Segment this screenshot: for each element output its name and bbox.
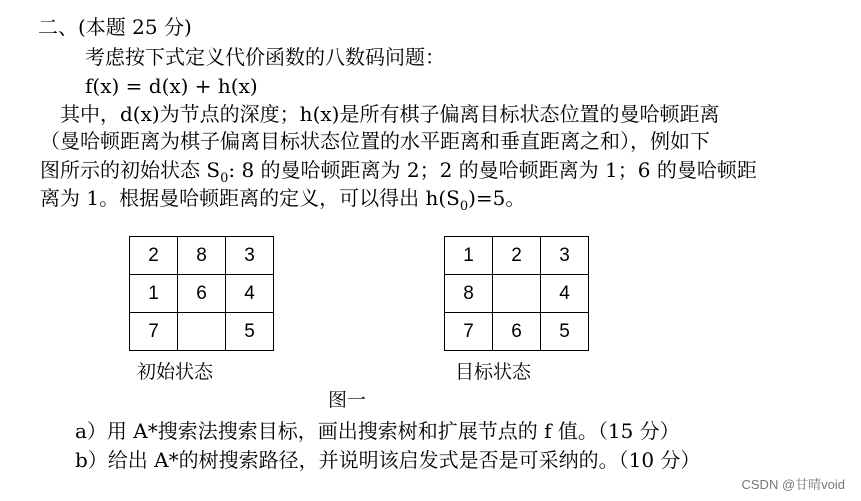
goal-state-grid — [444, 236, 589, 351]
grid-cell: 7 — [130, 313, 178, 351]
state-subscript: 0 — [459, 199, 469, 214]
grid-cell: 6 — [493, 313, 541, 351]
body-line-4-text-b: )=5。 — [468, 186, 526, 210]
grid-cell: 4 — [226, 275, 274, 313]
grid-cell: 2 — [130, 237, 178, 275]
body-line-3-text-b: : 8 的曼哈顿距离为 2；2 的曼哈顿距离为 1；6 的曼哈顿距 — [228, 158, 757, 182]
figure-title: 图一 — [328, 389, 367, 411]
grid-cell: 5 — [226, 313, 274, 351]
question-intro: 考虑按下式定义代价函数的八数码问题： — [85, 45, 445, 69]
state-subscript: 0 — [220, 171, 229, 186]
grid-row — [445, 275, 589, 313]
initial-state-caption: 初始状态 — [137, 361, 214, 383]
body-line-3-text-a: 图所示的初始状态 S — [40, 158, 221, 182]
grid-cell: 4 — [541, 275, 589, 313]
body-line-4-text-a: 离为 1。根据曼哈顿距离的定义，可以得出 h(S — [40, 186, 460, 210]
task-a: a）用 A*搜索法搜索目标，画出搜索树和扩展节点的 f 值。（15 分） — [75, 419, 680, 443]
grid-cell: 7 — [445, 313, 493, 351]
watermark: CSDN @甘晴void — [741, 477, 845, 492]
grid-row — [130, 237, 274, 275]
grid-cell: 5 — [541, 313, 589, 351]
grid-row — [445, 237, 589, 275]
task-b: b）给出 A*的树搜索路径，并说明该启发式是否是可采纳的。（10 分） — [75, 448, 701, 472]
grid-row — [130, 313, 274, 351]
cost-formula: f(x) = d(x) + h(x) — [85, 74, 258, 98]
grid-cell: 8 — [445, 275, 493, 313]
body-line-4 — [40, 185, 525, 220]
grid-cell: 1 — [445, 237, 493, 275]
grid-cell: 8 — [178, 237, 226, 275]
grid-cell: 6 — [178, 275, 226, 313]
body-line-1: 其中，d(x)为节点的深度；h(x)是所有棋子偏离目标状态位置的曼哈顿距离 — [60, 102, 720, 126]
initial-state-grid — [129, 236, 274, 351]
grid-row — [130, 275, 274, 313]
grid-cell: 3 — [541, 237, 589, 275]
goal-state-caption: 目标状态 — [455, 361, 532, 383]
grid-cell — [493, 275, 541, 313]
body-line-2: （曼哈顿距离为棋子偏离目标状态位置的水平距离和垂直距离之和），例如下 — [40, 129, 710, 153]
grid-cell: 3 — [226, 237, 274, 275]
question-heading: 二、(本题 25 分) — [38, 15, 192, 39]
grid-cell: 2 — [493, 237, 541, 275]
grid-cell: 1 — [130, 275, 178, 313]
grid-row — [445, 313, 589, 351]
grid-cell — [178, 313, 226, 351]
